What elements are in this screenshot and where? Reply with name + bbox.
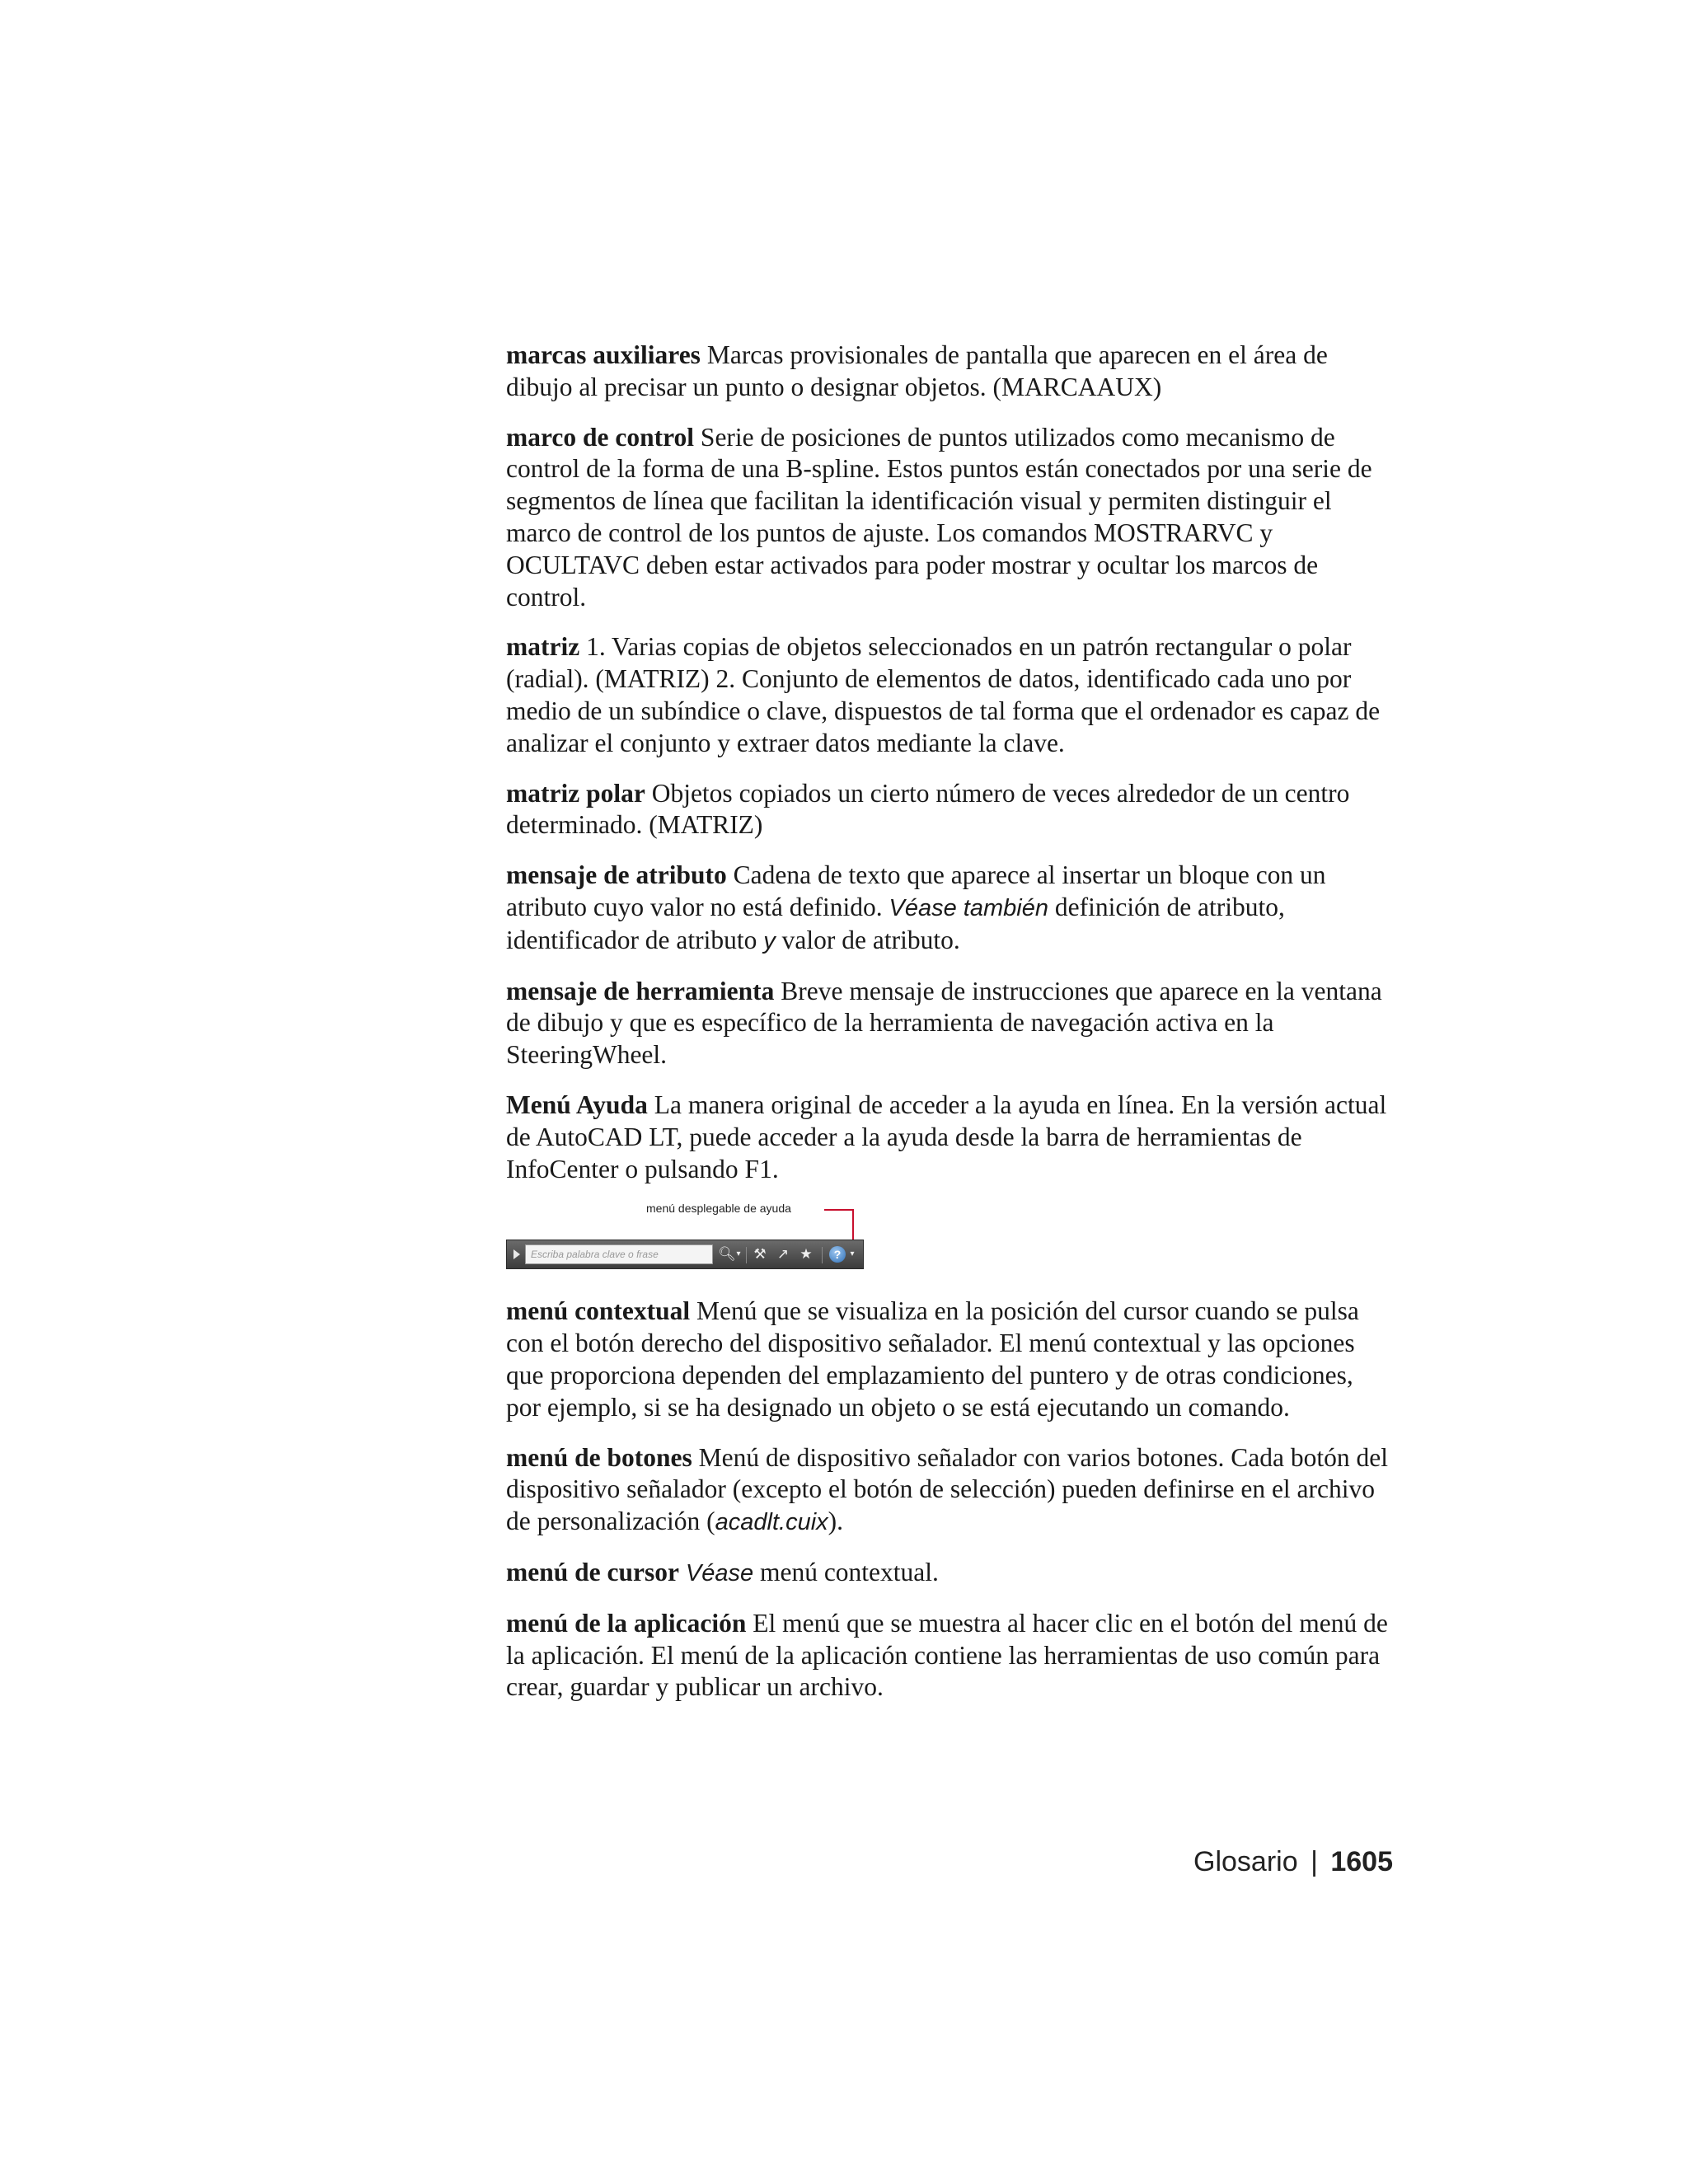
glossary-entry [506,860,1393,957]
entry-definition: Marcas provisionales de pantalla que aparecen en el área de dibujo al precisar un punto o designar objetos. (MARCAAUX) [506,340,1328,401]
entry-definition: Menú que se visualiza en la posición del cursor cuando se pulsa con el botón derecho del dispositivo señalador. El menú contextual y las opciones que proporciona dependen del emplazamiento del puntero y de otras condiciones, por ejemplo, si se ha designado un objeto o se está ejecutando un comando. [506,1296,1359,1422]
entry-term: marcas auxiliares [506,340,701,369]
entry-term: Menú Ayuda [506,1090,648,1119]
toolbar-separator [822,1247,823,1263]
glossary-entry [506,976,1393,1071]
entry-definition-end: ). [828,1507,844,1536]
entry-term: mensaje de atributo [506,860,727,890]
entry-definition: Cadena de texto que aparece al insertar un bloque con un atributo cuyo valor no está definido. [506,860,1326,921]
glossary-entry [506,631,1393,759]
callout-leader-vertical [852,1209,854,1242]
search-input[interactable]: Escriba palabra clave o frase [525,1244,713,1264]
entry-definition: Breve mensaje de instrucciones que aparece en la ventana de dibujo y que es específico de la herramienta de navegación activa en la SteeringWheel. [506,976,1382,1070]
entry-definition: 1. Varias copias de objetos seleccionados en un patrón rectangular o polar (radial). (MATRIZ) 2. Conjunto de elementos de datos, identificado cada uno por medio de un subíndice o clave, dispuestos de tal forma que el ordenador es capaz de analizar el conjunto y extraer datos mediante la clave. [506,632,1381,757]
callout-label: menú desplegable de ayuda [646,1202,791,1216]
help-dropdown-arrow-icon[interactable]: ▾ [850,1249,855,1259]
glossary-entry [506,1442,1393,1539]
entry-definition: El menú que se muestra al hacer clic en el botón del menú de la aplicación. El menú de la aplicación contiene las herramientas de uso común para crear, guardar y publicar un archivo. [506,1608,1388,1702]
favorites-star-icon[interactable]: ★ [799,1246,813,1263]
cross-reference: valor de atributo. [781,925,960,954]
entry-term: marco de control [506,422,695,452]
entry-term: matriz [506,632,580,662]
page-footer [1193,1846,1393,1878]
help-icon[interactable]: ? [829,1246,846,1263]
expand-arrow-icon[interactable] [513,1249,520,1259]
glossary-entry [506,1296,1393,1423]
communication-center-icon[interactable]: ↗ [776,1246,790,1263]
entry-definition: La manera original de acceder a la ayuda en línea. En la versión actual de AutoCAD LT, puede acceder a la ayuda desde la barra de herramientas de InfoCenter o pulsando F1. [506,1090,1387,1183]
page-number: 1605 [1330,1846,1393,1877]
infocenter-toolbar [506,1240,864,1269]
cross-reference: definición de atributo, identificador de atributo [506,892,1285,954]
entry-term: menú de cursor [506,1557,679,1586]
cross-reference: menú contextual. [759,1557,939,1586]
glossary-body [506,340,1393,1722]
wrench-icon[interactable]: ⚒ [753,1246,767,1263]
entry-definition: Serie de posiciones de puntos utilizados como mecanismo de control de la forma de una B-spline. Estos puntos están conectados por una serie de segmentos de línea que facilitan la identificación visual y permiten distinguir el marco de control de los puntos de ajuste. Los comandos MOSTRARVC y OCULTAVC deben estar activados para poder mostrar y ocultar los marcos de control. [506,422,1372,612]
footer-separator: | [1311,1846,1318,1877]
conjunction: y [763,927,776,954]
infocenter-toolbar-figure [506,1202,869,1272]
toolbar-separator [746,1247,747,1263]
glossary-entry [506,1608,1393,1704]
dropdown-arrow-icon[interactable]: ▾ [736,1249,741,1259]
entry-term: menú de la aplicación [506,1608,747,1638]
section-name: Glosario [1193,1846,1298,1877]
glossary-entry [506,340,1393,404]
entry-term: menú contextual [506,1296,691,1326]
entry-definition: Menú de dispositivo señalador con varios botones. Cada botón del dispositivo señalador (excepto el botón de selección) pueden definirse en el archivo de personalización ( [506,1442,1389,1536]
binoculars-icon[interactable]: 🔍︎ [718,1246,736,1263]
glossary-entry [506,778,1393,842]
entry-term: mensaje de herramienta [506,976,775,1005]
entry-term: menú de botones [506,1442,692,1472]
glossary-entry [506,422,1393,614]
file-name: acadlt.cuix [715,1509,828,1536]
entry-term: matriz polar [506,778,645,808]
entry-definition: Objetos copiados un cierto número de veces alrededor de un centro determinado. (MATRIZ) [506,778,1350,840]
see-label: Véase [685,1559,754,1586]
see-also-label: Véase también [889,894,1048,921]
callout-leader-horizontal [824,1209,854,1211]
glossary-entry [506,1557,1393,1590]
glossary-entry [506,1090,1393,1185]
